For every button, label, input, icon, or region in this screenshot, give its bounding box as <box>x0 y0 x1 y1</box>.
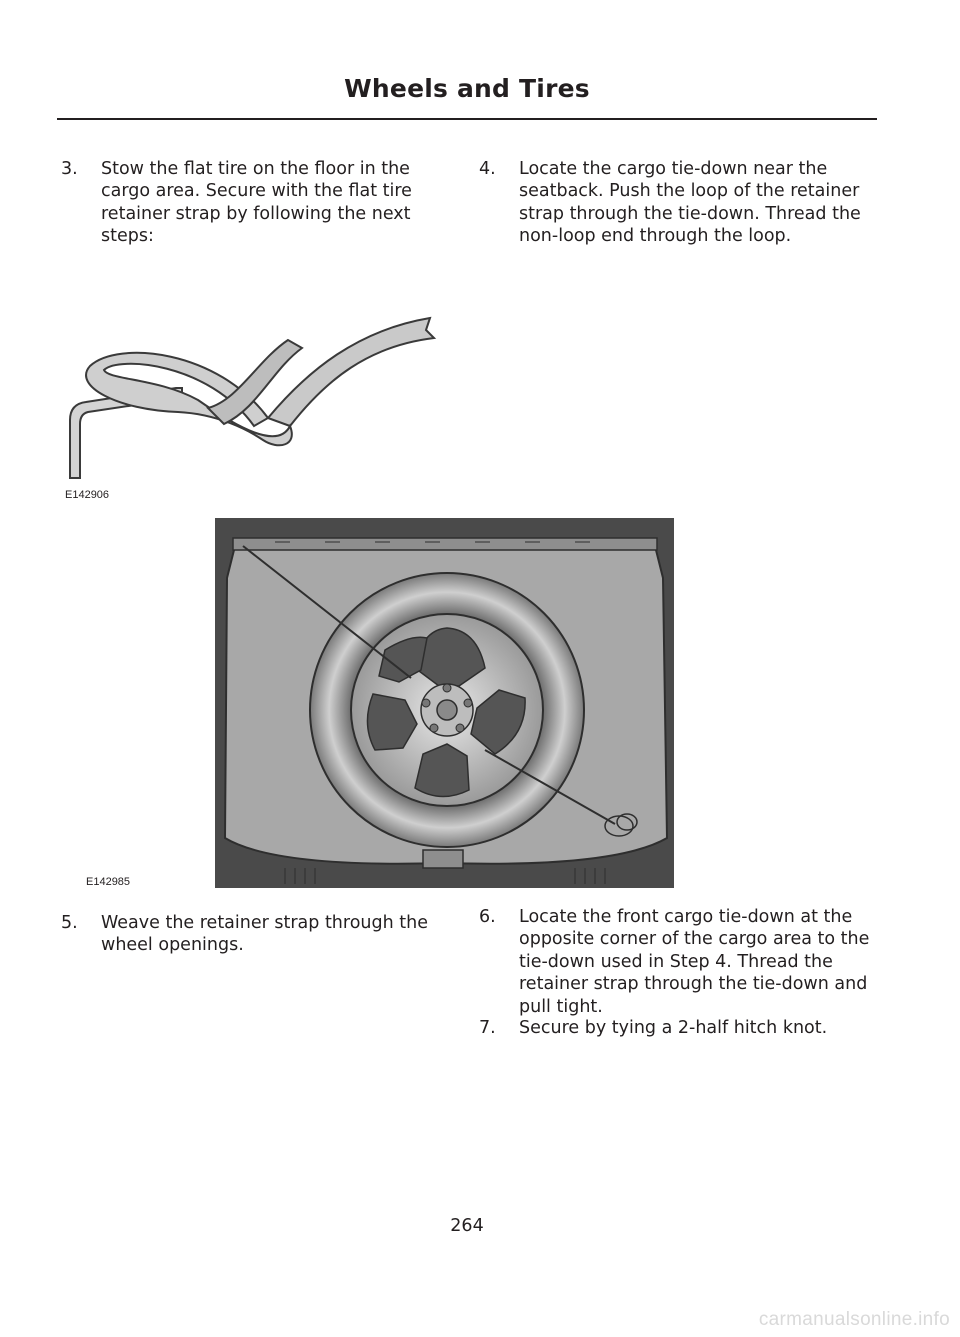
strap-loop-illustration <box>58 300 438 490</box>
step-7 <box>479 1017 873 1039</box>
step-text: Weave the retainer strap through the wheel openings. <box>101 913 428 956</box>
step-text: Locate the front cargo tie-down at the opposite corner of the cargo area to the tie-down used in Step 4. Thread the retainer strap through the tie-down and pull tight. <box>519 907 870 1017</box>
step-text: Locate the cargo tie-down near the seatback. Push the loop of the retainer strap through the tie-down. Thread the non-loop end through the loop. <box>519 159 861 247</box>
step-number: 5. <box>61 913 78 933</box>
figure-code: E142906 <box>65 489 110 501</box>
step-text: Secure by tying a 2-half hitch knot. <box>519 1018 828 1038</box>
step-4 <box>479 158 873 248</box>
cargo-area-tire-illustration <box>215 518 674 888</box>
step-3 <box>61 158 439 248</box>
step-number: 3. <box>61 159 78 179</box>
step-number: 4. <box>479 159 496 179</box>
figure-code: E142985 <box>86 876 131 888</box>
step-6 <box>479 906 873 1018</box>
step-text: Stow the flat tire on the floor in the cargo area. Secure with the flat tire retainer strap by following the next steps: <box>101 159 412 247</box>
watermark: carmanualsonline.info <box>758 1309 950 1330</box>
step-5 <box>61 912 439 957</box>
step-number: 6. <box>479 907 496 927</box>
step-number: 7. <box>479 1018 496 1038</box>
page-title: Wheels and Tires <box>344 74 590 103</box>
page-number: 264 <box>450 1216 484 1236</box>
header-divider <box>57 118 877 120</box>
